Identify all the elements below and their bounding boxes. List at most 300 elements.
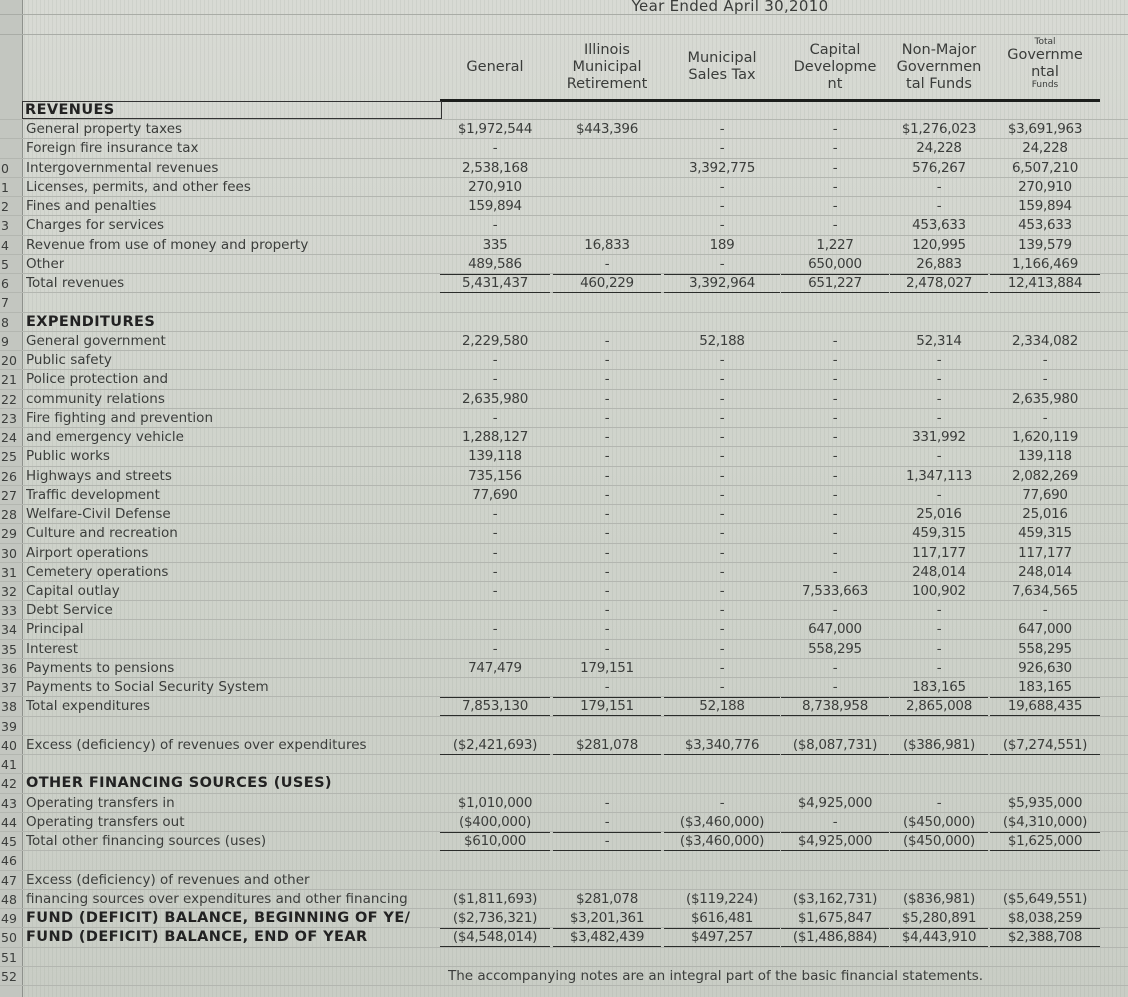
sheet-row[interactable] — [0, 620, 1128, 639]
value-cell[interactable]: - — [1042, 352, 1048, 369]
value-cell[interactable]: - — [492, 583, 498, 599]
value-cell[interactable]: 270,910 — [468, 178, 522, 195]
row-number[interactable]: 28 — [1, 507, 17, 523]
value-cell[interactable]: - — [492, 544, 498, 561]
row-number[interactable]: 6 — [1, 276, 9, 292]
row-number[interactable]: 37 — [1, 680, 17, 696]
row-label[interactable]: Fire fighting and prevention — [26, 409, 214, 426]
row-label[interactable]: Fines and penalties — [26, 198, 157, 215]
row-label[interactable]: Excess (deficiency) of revenues over expenditures — [26, 736, 367, 753]
column-header-illinois-municipal-retirement[interactable] — [553, 34, 661, 100]
value-cell[interactable]: 117,177 — [1018, 544, 1072, 561]
value-cell[interactable]: $616,481 — [690, 910, 753, 927]
row-number[interactable]: 41 — [1, 757, 17, 773]
value-cell[interactable]: 459,315 — [912, 525, 966, 542]
value-cell[interactable]: $281,078 — [553, 736, 661, 755]
value-cell[interactable]: - — [719, 121, 725, 138]
value-cell[interactable]: - — [553, 832, 661, 851]
row-number[interactable]: 32 — [1, 584, 17, 599]
row-number[interactable]: 52 — [1, 968, 17, 984]
value-cell[interactable]: - — [719, 602, 725, 619]
sheet-row[interactable] — [0, 447, 1128, 466]
value-cell[interactable]: - — [719, 178, 725, 195]
row-label[interactable]: Revenue from use of money and property — [26, 236, 309, 253]
sheet-row[interactable] — [0, 524, 1128, 543]
value-cell[interactable]: - — [936, 448, 942, 465]
value-cell[interactable]: ($836,981) — [903, 890, 975, 907]
value-cell[interactable]: - — [936, 371, 942, 388]
value-cell[interactable]: - — [719, 371, 725, 388]
row-label[interactable]: Highways and streets — [26, 467, 172, 484]
value-cell[interactable]: - — [604, 563, 610, 580]
value-cell[interactable]: - — [719, 583, 725, 599]
value-cell[interactable]: - — [604, 794, 610, 811]
row-number[interactable]: 26 — [1, 468, 17, 484]
value-cell[interactable]: - — [604, 602, 610, 619]
value-cell[interactable]: - — [719, 448, 725, 465]
value-cell[interactable]: - — [719, 409, 725, 426]
row-label[interactable]: General government — [26, 332, 166, 349]
value-cell[interactable]: 558,295 — [1018, 640, 1072, 657]
sheet-row[interactable] — [0, 678, 1128, 697]
value-cell[interactable]: 19,688,435 — [990, 697, 1100, 716]
row-label[interactable]: Public safety — [26, 352, 112, 369]
row-label[interactable]: Culture and recreation — [26, 525, 178, 542]
value-cell[interactable]: - — [719, 794, 725, 811]
value-cell[interactable]: - — [936, 486, 942, 503]
value-cell[interactable]: 7,634,565 — [1011, 583, 1078, 599]
sheet-row[interactable] — [0, 409, 1128, 428]
row-number[interactable]: 48 — [1, 891, 17, 907]
value-cell[interactable]: - — [832, 448, 838, 465]
value-cell[interactable]: - — [832, 140, 838, 157]
row-number[interactable]: 39 — [1, 718, 17, 734]
value-cell[interactable]: - — [492, 371, 498, 388]
value-cell[interactable]: 460,229 — [553, 274, 661, 293]
row-label[interactable]: Other — [26, 255, 65, 272]
value-cell[interactable]: - — [719, 621, 725, 638]
value-cell[interactable]: 2,635,980 — [461, 390, 528, 407]
value-cell[interactable]: - — [832, 679, 838, 696]
row-number[interactable]: 34 — [1, 622, 17, 638]
sheet-row[interactable] — [0, 736, 1128, 755]
value-cell[interactable]: - — [832, 332, 838, 349]
value-cell[interactable]: - — [604, 640, 610, 657]
sheet-row[interactable] — [0, 370, 1128, 389]
value-cell[interactable]: 3,392,964 — [664, 274, 780, 293]
value-cell[interactable]: - — [719, 467, 725, 484]
row-number[interactable]: 43 — [1, 795, 17, 811]
value-cell[interactable]: - — [604, 583, 610, 599]
value-cell[interactable]: ($3,460,000) — [679, 813, 765, 830]
value-cell[interactable]: - — [719, 255, 725, 272]
value-cell[interactable]: ($4,548,014) — [440, 928, 550, 947]
value-cell[interactable]: $1,972,544 — [457, 121, 533, 138]
column-header-non-major-governmental-funds[interactable] — [890, 34, 988, 100]
row-number[interactable]: 46 — [1, 853, 17, 869]
sheet-row[interactable] — [0, 755, 1128, 774]
value-cell[interactable]: 2,538,168 — [461, 159, 528, 176]
value-cell[interactable]: - — [936, 659, 942, 676]
row-label[interactable]: FUND (DEFICIT) BALANCE, BEGINNING OF YE/ — [26, 910, 411, 927]
value-cell[interactable]: - — [832, 390, 838, 407]
row-label[interactable]: Welfare-Civil Defense — [26, 506, 171, 523]
sheet-row[interactable] — [0, 390, 1128, 409]
value-cell[interactable]: 77,690 — [472, 486, 518, 503]
value-cell[interactable]: 647,000 — [1018, 621, 1072, 638]
value-cell[interactable]: - — [604, 352, 610, 369]
sheet-row[interactable] — [0, 909, 1128, 928]
value-cell[interactable]: ($386,981) — [890, 736, 988, 755]
row-number[interactable]: 5 — [1, 256, 9, 272]
value-cell[interactable]: - — [604, 679, 610, 696]
sheet-row[interactable] — [0, 832, 1128, 851]
row-number[interactable]: 23 — [1, 410, 17, 426]
value-cell[interactable]: - — [719, 198, 725, 215]
value-cell[interactable]: ($4,310,000) — [1002, 813, 1088, 830]
value-cell[interactable]: - — [832, 217, 838, 234]
value-cell[interactable]: - — [492, 217, 498, 234]
value-cell[interactable]: - — [832, 486, 838, 503]
sheet-row[interactable] — [0, 928, 1128, 947]
row-number[interactable]: 1 — [1, 179, 9, 195]
value-cell[interactable]: - — [832, 429, 838, 446]
row-label[interactable]: Debt Service — [26, 602, 113, 619]
row-label[interactable]: REVENUES — [22, 101, 442, 119]
value-cell[interactable]: $281,078 — [575, 890, 638, 907]
row-label[interactable]: Principal — [26, 621, 84, 638]
row-label[interactable]: FUND (DEFICIT) BALANCE, END OF YEAR — [26, 929, 368, 946]
sheet-row[interactable] — [0, 851, 1128, 870]
value-cell[interactable]: - — [719, 544, 725, 561]
value-cell[interactable]: $1,675,847 — [797, 910, 873, 927]
row-number[interactable]: 44 — [1, 814, 17, 830]
value-cell[interactable]: - — [936, 178, 942, 195]
value-cell[interactable]: 1,166,469 — [1011, 255, 1078, 272]
row-number[interactable]: 7 — [1, 295, 9, 311]
row-label[interactable]: Payments to Social Security System — [26, 679, 269, 696]
value-cell[interactable]: $2,388,708 — [990, 928, 1100, 947]
row-number[interactable]: 0 — [1, 160, 9, 176]
value-cell[interactable]: $1,276,023 — [901, 121, 977, 138]
value-cell[interactable]: $3,482,439 — [553, 928, 661, 947]
value-cell[interactable]: 2,229,580 — [461, 332, 528, 349]
value-cell[interactable]: 735,156 — [468, 467, 522, 484]
row-label[interactable]: and emergency vehicle — [26, 429, 184, 446]
value-cell[interactable]: - — [604, 467, 610, 484]
value-cell[interactable]: 270,910 — [1018, 178, 1072, 195]
row-label[interactable]: Excess (deficiency) of revenues and other — [26, 871, 310, 888]
row-number[interactable]: 42 — [1, 776, 17, 792]
value-cell[interactable]: - — [936, 352, 942, 369]
value-cell[interactable]: - — [492, 506, 498, 523]
value-cell[interactable]: - — [604, 255, 610, 272]
row-label[interactable]: Cemetery operations — [26, 563, 169, 580]
value-cell[interactable]: 25,016 — [916, 506, 962, 523]
value-cell[interactable]: ($2,736,321) — [452, 910, 538, 927]
column-header-municipal-sales-tax[interactable] — [664, 34, 780, 100]
value-cell[interactable]: 5,431,437 — [440, 274, 550, 293]
sheet-row[interactable] — [0, 774, 1128, 793]
sheet-row[interactable] — [0, 178, 1128, 197]
value-cell[interactable]: ($400,000) — [459, 813, 531, 830]
sheet-row[interactable] — [0, 717, 1128, 736]
value-cell[interactable]: $8,038,259 — [1007, 910, 1083, 927]
value-cell[interactable]: 558,295 — [808, 640, 862, 657]
value-cell[interactable]: - — [719, 679, 725, 696]
value-cell[interactable]: - — [832, 813, 838, 830]
sheet-row[interactable] — [0, 659, 1128, 678]
value-cell[interactable]: 453,633 — [912, 217, 966, 234]
value-cell[interactable]: 651,227 — [781, 274, 889, 293]
value-cell[interactable]: 139,118 — [468, 448, 522, 465]
value-cell[interactable]: 139,579 — [1018, 236, 1072, 253]
value-cell[interactable]: 1,227 — [816, 236, 854, 253]
row-number[interactable]: 3 — [1, 218, 9, 234]
row-number[interactable]: 31 — [1, 564, 17, 580]
value-cell[interactable]: $4,925,000 — [797, 794, 873, 811]
value-cell[interactable]: 489,586 — [468, 255, 522, 272]
value-cell[interactable]: 2,865,008 — [890, 697, 988, 716]
value-cell[interactable]: - — [604, 390, 610, 407]
value-cell[interactable]: - — [1042, 602, 1048, 619]
value-cell[interactable]: - — [832, 371, 838, 388]
value-cell[interactable]: - — [1042, 409, 1048, 426]
value-cell[interactable]: ($119,224) — [686, 890, 758, 907]
value-cell[interactable]: $5,935,000 — [1007, 794, 1083, 811]
value-cell[interactable]: ($3,460,000) — [664, 832, 780, 851]
row-label[interactable]: General property taxes — [26, 121, 183, 138]
value-cell[interactable]: 25,016 — [1022, 506, 1068, 523]
sheet-row[interactable] — [0, 486, 1128, 505]
value-cell[interactable]: 453,633 — [1018, 217, 1072, 234]
value-cell[interactable]: 100,902 — [912, 583, 966, 599]
value-cell[interactable]: 650,000 — [808, 255, 862, 272]
value-cell[interactable]: - — [604, 525, 610, 542]
value-cell[interactable]: 459,315 — [1018, 525, 1072, 542]
sheet-row[interactable] — [0, 563, 1128, 582]
value-cell[interactable]: $3,201,361 — [569, 910, 645, 927]
row-label[interactable]: Charges for services — [26, 217, 165, 234]
value-cell[interactable]: - — [832, 506, 838, 523]
value-cell[interactable]: $3,340,776 — [664, 736, 780, 755]
value-cell[interactable]: - — [719, 640, 725, 657]
sheet-row[interactable] — [0, 216, 1128, 235]
row-number[interactable]: 36 — [1, 660, 17, 676]
value-cell[interactable]: 26,883 — [916, 255, 962, 272]
sheet-row[interactable] — [0, 159, 1128, 178]
row-number[interactable]: 2 — [1, 199, 9, 215]
column-header-total-governmental-funds[interactable] — [990, 34, 1100, 100]
value-cell[interactable]: 120,995 — [912, 236, 966, 253]
value-cell[interactable]: - — [604, 486, 610, 503]
value-cell[interactable]: 1,620,119 — [1011, 429, 1078, 446]
value-cell[interactable]: - — [492, 621, 498, 638]
sheet-row[interactable] — [0, 255, 1128, 274]
value-cell[interactable]: 2,478,027 — [890, 274, 988, 293]
row-number[interactable]: 27 — [1, 487, 17, 503]
sheet-row[interactable] — [0, 293, 1128, 312]
value-cell[interactable]: $4,443,910 — [890, 928, 988, 947]
row-number[interactable]: 4 — [1, 237, 9, 253]
value-cell[interactable]: - — [832, 563, 838, 580]
row-label[interactable]: Airport operations — [26, 544, 149, 561]
value-cell[interactable]: 6,507,210 — [1011, 159, 1078, 176]
column-header-general[interactable] — [440, 34, 550, 100]
sheet-row[interactable] — [0, 332, 1128, 351]
value-cell[interactable]: $497,257 — [664, 928, 780, 947]
sheet-row[interactable] — [0, 948, 1128, 967]
value-cell[interactable]: 179,151 — [580, 659, 634, 676]
row-number[interactable]: 35 — [1, 641, 17, 657]
column-header-capital-development[interactable] — [781, 34, 889, 100]
value-cell[interactable]: - — [832, 178, 838, 195]
sheet-row[interactable] — [0, 467, 1128, 486]
value-cell[interactable]: ($7,274,551) — [990, 736, 1100, 755]
value-cell[interactable]: $3,691,963 — [1007, 121, 1083, 138]
sheet-row[interactable] — [0, 197, 1128, 216]
value-cell[interactable]: - — [936, 409, 942, 426]
value-cell[interactable]: 335 — [482, 236, 508, 253]
value-cell[interactable]: 3,392,775 — [688, 159, 755, 176]
value-cell[interactable]: - — [832, 352, 838, 369]
value-cell[interactable]: - — [604, 429, 610, 446]
sheet-row[interactable] — [0, 697, 1128, 716]
value-cell[interactable]: 248,014 — [912, 563, 966, 580]
value-cell[interactable]: - — [832, 159, 838, 176]
value-cell[interactable]: 159,894 — [468, 198, 522, 215]
value-cell[interactable]: ($3,162,731) — [792, 890, 878, 907]
value-cell[interactable]: - — [832, 409, 838, 426]
value-cell[interactable]: 1,347,113 — [905, 467, 972, 484]
value-cell[interactable]: - — [604, 332, 610, 349]
value-cell[interactable]: 2,635,980 — [1011, 390, 1078, 407]
value-cell[interactable]: 7,533,663 — [801, 583, 868, 599]
value-cell[interactable]: - — [719, 486, 725, 503]
value-cell[interactable]: - — [936, 198, 942, 215]
row-number[interactable]: 22 — [1, 391, 17, 407]
row-label[interactable]: Total expenditures — [26, 698, 151, 715]
row-number[interactable]: 50 — [1, 930, 17, 946]
sheet-row[interactable] — [0, 274, 1128, 293]
value-cell[interactable]: - — [719, 506, 725, 523]
value-cell[interactable]: 179,151 — [553, 697, 661, 716]
value-cell[interactable]: 2,334,082 — [1011, 332, 1078, 349]
row-number[interactable]: 40 — [1, 737, 17, 753]
value-cell[interactable]: - — [604, 409, 610, 426]
value-cell[interactable]: 183,165 — [912, 679, 966, 696]
value-cell[interactable]: 248,014 — [1018, 563, 1072, 580]
row-number[interactable]: 9 — [1, 333, 9, 349]
sheet-row[interactable] — [0, 640, 1128, 659]
sheet-row[interactable] — [0, 313, 1128, 332]
sheet-row[interactable] — [0, 794, 1128, 813]
sheet-row[interactable] — [0, 505, 1128, 524]
value-cell[interactable]: - — [604, 448, 610, 465]
row-label[interactable]: Total other financing sources (uses) — [26, 833, 267, 850]
value-cell[interactable]: - — [492, 409, 498, 426]
value-cell[interactable]: - — [604, 506, 610, 523]
row-number[interactable]: 33 — [1, 603, 17, 619]
row-number[interactable]: 24 — [1, 430, 17, 446]
value-cell[interactable]: $1,010,000 — [457, 794, 533, 811]
row-label[interactable]: financing sources over expenditures and other financing — [26, 890, 408, 907]
row-label[interactable]: Licenses, permits, and other fees — [26, 178, 251, 195]
value-cell[interactable]: - — [832, 467, 838, 484]
sheet-row[interactable] — [0, 351, 1128, 370]
value-cell[interactable]: $4,925,000 — [781, 832, 889, 851]
value-cell[interactable]: - — [936, 621, 942, 638]
value-cell[interactable]: $5,280,891 — [901, 910, 977, 927]
value-cell[interactable]: 117,177 — [912, 544, 966, 561]
value-cell[interactable]: 8,738,958 — [781, 697, 889, 716]
row-label[interactable]: Total revenues — [26, 275, 125, 292]
value-cell[interactable]: - — [604, 813, 610, 830]
value-cell[interactable]: - — [719, 140, 725, 157]
value-cell[interactable]: - — [719, 525, 725, 542]
row-number[interactable]: 20 — [1, 353, 17, 369]
value-cell[interactable]: - — [936, 794, 942, 811]
value-cell[interactable]: 52,188 — [699, 332, 745, 349]
value-cell[interactable]: $610,000 — [440, 832, 550, 851]
value-cell[interactable]: 16,833 — [584, 236, 630, 253]
value-cell[interactable]: - — [719, 563, 725, 580]
sheet-row[interactable] — [0, 813, 1128, 832]
value-cell[interactable]: - — [936, 602, 942, 619]
value-cell[interactable]: - — [832, 544, 838, 561]
value-cell[interactable]: - — [492, 525, 498, 542]
sheet-row[interactable] — [0, 890, 1128, 909]
value-cell[interactable]: ($5,649,551) — [1002, 890, 1088, 907]
value-cell[interactable]: 77,690 — [1022, 486, 1068, 503]
value-cell[interactable]: 331,992 — [912, 429, 966, 446]
row-label[interactable]: EXPENDITURES — [26, 313, 156, 330]
row-number[interactable]: 49 — [1, 911, 17, 927]
value-cell[interactable]: - — [832, 121, 838, 138]
sheet-row[interactable] — [0, 582, 1128, 601]
row-number[interactable]: 8 — [1, 314, 9, 330]
value-cell[interactable]: 24,228 — [916, 140, 962, 157]
row-label[interactable]: Capital outlay — [26, 583, 120, 599]
value-cell[interactable]: - — [604, 371, 610, 388]
row-number[interactable]: 47 — [1, 872, 17, 888]
value-cell[interactable]: - — [936, 390, 942, 407]
sheet-row[interactable] — [0, 428, 1128, 447]
value-cell[interactable]: 189 — [709, 236, 735, 253]
value-cell[interactable]: 12,413,884 — [990, 274, 1100, 293]
value-cell[interactable]: - — [719, 352, 725, 369]
sheet-row[interactable] — [0, 236, 1128, 255]
value-cell[interactable]: - — [604, 544, 610, 561]
value-cell[interactable]: 926,630 — [1018, 659, 1072, 676]
sheet-row[interactable] — [0, 139, 1128, 158]
value-cell[interactable]: $443,396 — [575, 121, 638, 138]
value-cell[interactable]: - — [832, 525, 838, 542]
value-cell[interactable]: - — [492, 352, 498, 369]
row-number[interactable]: 21 — [1, 372, 17, 388]
row-label[interactable]: Payments to pensions — [26, 659, 175, 676]
row-number[interactable]: 51 — [1, 949, 17, 965]
value-cell[interactable]: 139,118 — [1018, 448, 1072, 465]
row-number[interactable]: 38 — [1, 699, 17, 715]
sheet-row[interactable] — [0, 871, 1128, 890]
value-cell[interactable]: ($450,000) — [903, 813, 975, 830]
value-cell[interactable]: 159,894 — [1018, 198, 1072, 215]
sheet-row[interactable] — [0, 601, 1128, 620]
row-label[interactable]: Operating transfers in — [26, 794, 175, 811]
value-cell[interactable]: ($1,811,693) — [452, 890, 538, 907]
value-cell[interactable]: 183,165 — [1018, 679, 1072, 696]
